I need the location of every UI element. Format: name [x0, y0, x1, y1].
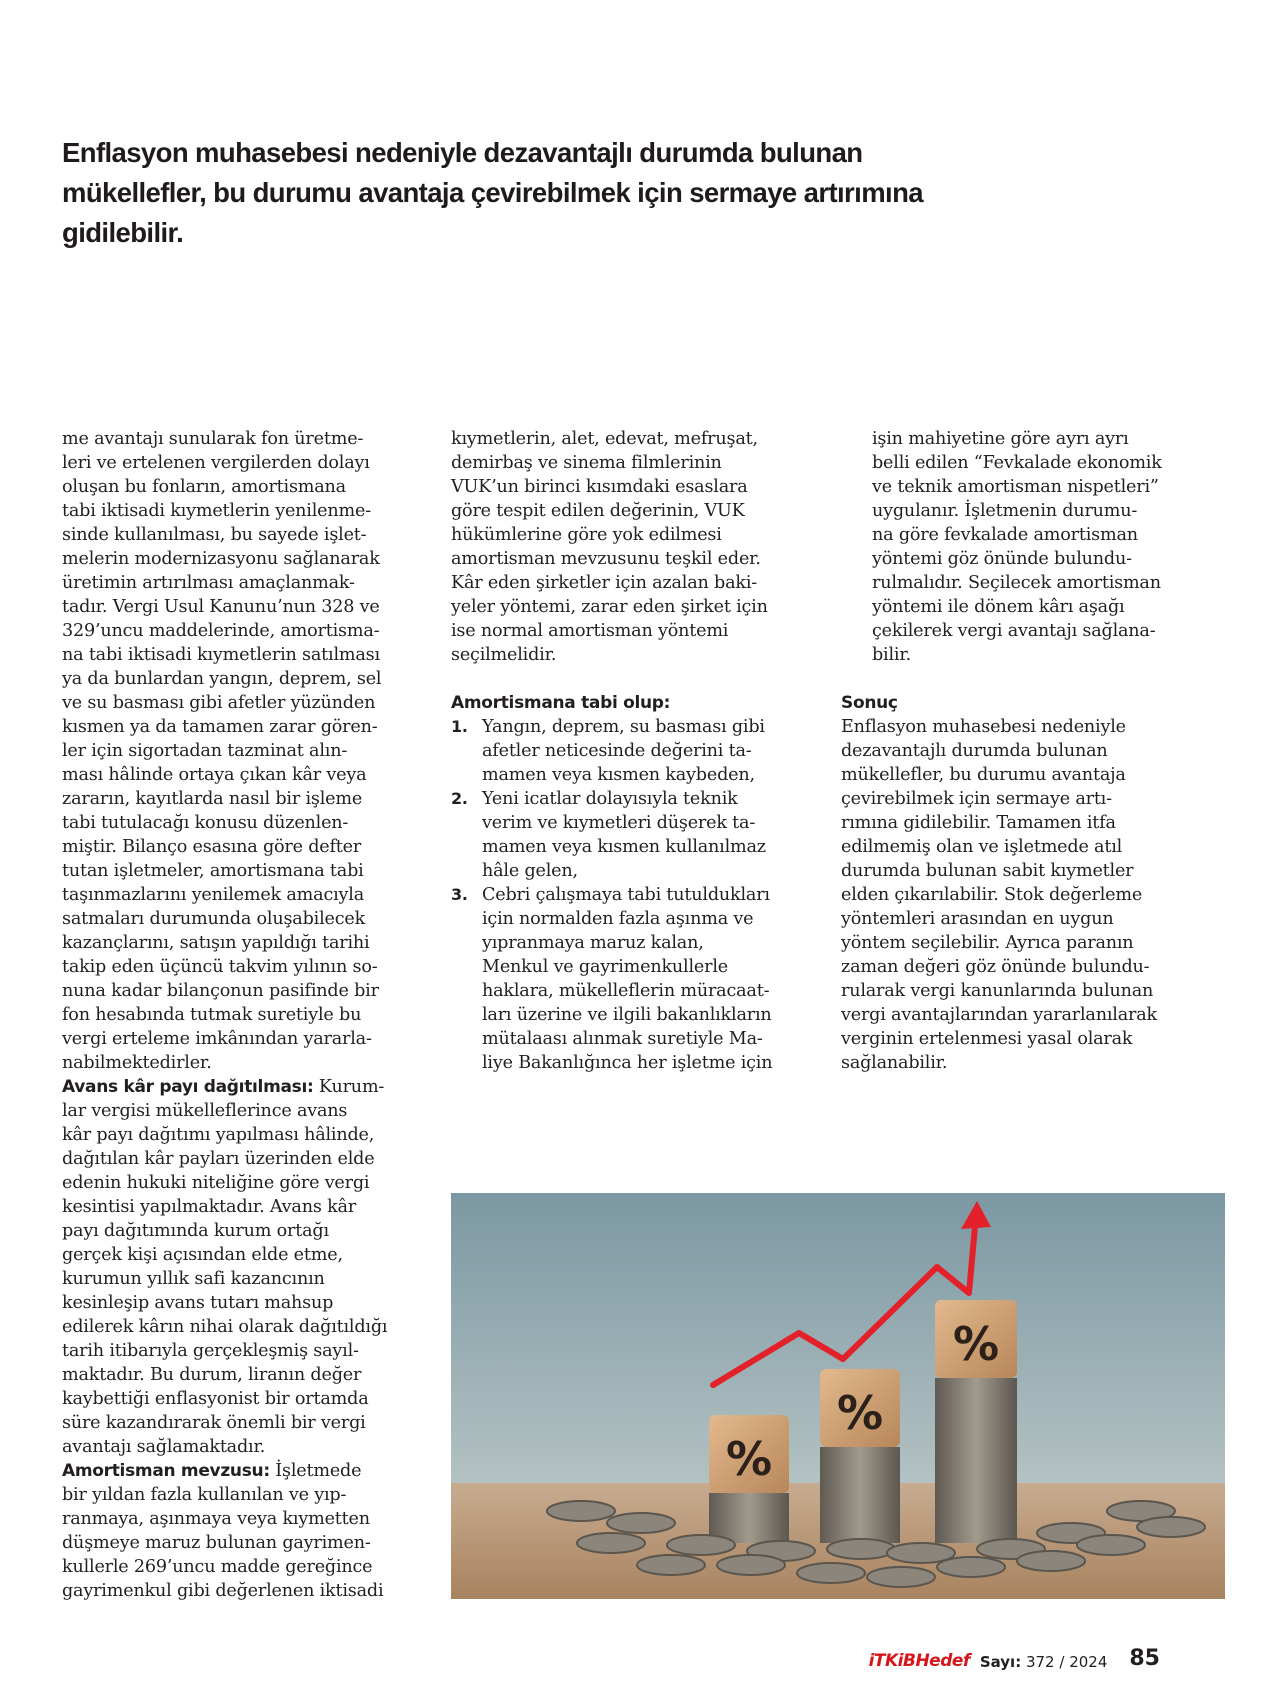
list-item	[451, 787, 796, 883]
page-number: 85	[1129, 1646, 1160, 1671]
coin	[1077, 1535, 1145, 1555]
text-line: dezavantajlı durumda bulunan	[841, 741, 1108, 761]
pull-quote	[62, 133, 923, 253]
text-line: taşınmazlarını yenilemek amacıyla	[62, 885, 364, 905]
coin-stack-3	[935, 1378, 1017, 1543]
text-line: vergi erteleme imkânından yararla-	[62, 1029, 372, 1049]
text-line: na tabi iktisadi kıymetlerin satılması	[62, 645, 380, 665]
text-line: Yangın, deprem, su basması gibi	[482, 717, 765, 737]
paragraph	[841, 427, 1186, 667]
issue-info	[980, 1653, 1108, 1671]
text-line: bilir.	[872, 645, 912, 665]
text-line: Yeni icatlar dolayısıyla teknik	[482, 789, 738, 809]
text-line: edilmemiş olan ve işletmede atıl	[841, 837, 1123, 857]
text-line: payı dağıtımında kurum ortağı	[62, 1221, 329, 1241]
text-line: için normalden fazla aşınma ve	[482, 909, 754, 929]
text-line: gayrimenkul gibi değerlenen iktisadi	[62, 1581, 384, 1601]
text-line: dağıtılan kâr payları üzerinden elde	[62, 1149, 375, 1169]
text-line: yıpranmaya maruz kalan,	[482, 933, 704, 953]
text-line: ları üzerine ve ilgili bakanlıkların	[482, 1005, 772, 1025]
text-line: fon hesabında tutmak suretiyle bu	[62, 1005, 362, 1025]
text: Kurum-	[313, 1077, 385, 1097]
list-number: 3.	[451, 885, 468, 904]
list-number: 1.	[451, 717, 468, 736]
coin-stack-1	[709, 1493, 789, 1543]
coin	[717, 1555, 785, 1575]
paragraph-sonuc	[841, 715, 1186, 1075]
text-line: kullerle 269’uncu madde gereğince	[62, 1557, 373, 1577]
column-3	[841, 427, 1186, 1075]
pull-quote-line: gidilebilir.	[62, 217, 184, 248]
text-line: hâle gelen,	[482, 861, 578, 881]
text-line: bir yıldan fazla kullanılan ve yıp-	[62, 1485, 347, 1505]
text-line: ve su basması gibi afetler yüzünden	[62, 693, 376, 713]
text-line: edilerek kârın nihai olarak dağıtıldığı	[62, 1317, 388, 1337]
cube-percent: %	[952, 1317, 1000, 1371]
paragraph	[451, 427, 796, 667]
text-line: tadır. Vergi Usul Kanunu’nun 328 ve	[62, 597, 380, 617]
text-line: rularak vergi kanunlarında bulunan	[841, 981, 1154, 1001]
text-line: yöntem seçilebilir. Ayrıca paranın	[841, 933, 1134, 953]
subheading-amortisman: Amortisman mevzusu:	[62, 1461, 270, 1481]
text-line: çekilerek vergi avantajı sağlana-	[872, 621, 1156, 641]
text-line: satmaları durumunda oluşabilecek	[62, 909, 366, 929]
text-line: maktadır. Bu durum, liranın değer	[62, 1365, 362, 1385]
text-line: ması hâlinde ortaya çıkan kâr veya	[62, 765, 367, 785]
text-line: na göre fevkalade amortisman	[872, 525, 1138, 545]
text-line: ler için sigortadan tazminat alın-	[62, 741, 348, 761]
text-line: VUK’un birinci kısımdaki esaslara	[451, 477, 748, 497]
text-line: kaybettiği enflasyonist bir ortamda	[62, 1389, 369, 1409]
text-line: rımına gidilebilir. Tamamen itfa	[841, 813, 1116, 833]
pull-quote-line: Enflasyon muhasebesi nedeniyle dezavantajlı durumda bulunan	[62, 137, 863, 168]
text-line: göre tespit edilen değerinin, VUK	[451, 501, 745, 521]
text-line: elden çıkarılabilir. Stok değerleme	[841, 885, 1143, 905]
text-line: işin mahiyetine göre ayrı ayrı	[872, 429, 1129, 449]
text-line: çevirebilmek için sermaye artı-	[841, 789, 1112, 809]
text-line: mütalaası alınmak suretiyle Ma-	[482, 1029, 763, 1049]
issue-label: Sayı:	[979, 1653, 1022, 1671]
coin	[547, 1501, 615, 1521]
percent-cube-2	[820, 1369, 900, 1447]
paragraph-avans	[62, 1075, 402, 1459]
percent-cube-1	[709, 1415, 789, 1493]
subheading-list: Amortismana tabi olup:	[451, 693, 671, 713]
text-line: yöntemleri arasından en uygun	[841, 909, 1114, 929]
numbered-list	[451, 715, 796, 1075]
text-line: zararın, kayıtlarda nasıl bir işleme	[62, 789, 363, 809]
paragraph-amortisman	[62, 1459, 402, 1603]
coin	[937, 1557, 1005, 1577]
text-line: kısmen ya da tamamen zarar gören-	[62, 717, 378, 737]
text-line: verginin ertelenmesi yasal olarak	[841, 1029, 1133, 1049]
text-line: seçilmelidir.	[451, 645, 557, 665]
text-line: Cebri çalışmaya tabi tutuldukları	[482, 885, 770, 905]
coin-stack-2	[820, 1447, 900, 1543]
text-line: afetler neticesinde değerini ta-	[482, 741, 752, 761]
subheading-sonuc: Sonuç	[841, 693, 898, 713]
text-line: yöntemi göz önünde bulundu-	[872, 549, 1132, 569]
text-line: verim ve kıymetleri düşerek ta-	[482, 813, 756, 833]
text-line: haklara, mükelleflerin müracaat-	[482, 981, 770, 1001]
text-line: amortisman mevzusunu teşkil eder.	[451, 549, 761, 569]
text-line: oluşan bu fonların, amortismana	[62, 477, 346, 497]
text-line: kesinleşip avans tutarı mahsup	[62, 1293, 334, 1313]
list-item	[451, 883, 796, 1075]
text-line: rulmalıdır. Seçilecek amortisman	[872, 573, 1161, 593]
photo-illustration	[451, 1193, 1225, 1599]
text-line: düşmeye maruz bulunan gayrimen-	[62, 1533, 371, 1553]
text-line: avantajı sağlamaktadır.	[62, 1437, 266, 1457]
text-line: yöntemi ile dönem kârı aşağı	[872, 597, 1125, 617]
page-footer	[869, 1639, 1160, 1671]
coin	[1137, 1517, 1205, 1537]
coin	[797, 1563, 865, 1583]
coin	[637, 1555, 705, 1575]
text-line: Menkul ve gayrimenkullerle	[482, 957, 728, 977]
issue-value: 372 / 2024	[1021, 1653, 1108, 1671]
text-line: tarih itibarıyla gerçekleşmiş sayıl-	[62, 1341, 359, 1361]
coin	[577, 1533, 645, 1553]
cube-percent: %	[836, 1386, 884, 1440]
text-line: kıymetlerin, alet, edevat, mefruşat,	[451, 429, 758, 449]
coin	[667, 1535, 735, 1555]
text-line: ise normal amortisman yöntemi	[451, 621, 729, 641]
list-number: 2.	[451, 789, 468, 808]
text-line: ya da bunlardan yangın, deprem, sel	[62, 669, 382, 689]
coin	[1017, 1551, 1085, 1571]
text-line: kurumun yıllık safi kazancının	[62, 1269, 325, 1289]
text-line: ve teknik amortisman nispetleri”	[872, 477, 1159, 497]
text-line: mamen veya kısmen kullanılmaz	[482, 837, 766, 857]
text-line: nuna kadar bilançonun pasifinde bir	[62, 981, 379, 1001]
text-line: durumda bulunan sabit kıymetler	[841, 861, 1134, 881]
text-line: liye Bakanlığınca her işletme için	[482, 1053, 773, 1073]
text-line: nabilmektedirler.	[62, 1053, 212, 1073]
text-line: takip eden üçüncü takvim yılının so-	[62, 957, 378, 977]
cube-percent: %	[725, 1432, 773, 1486]
text: İşletmede	[269, 1461, 362, 1481]
paragraph	[62, 427, 402, 1075]
text-line: vergi avantajlarından yararlanılarak	[841, 1005, 1157, 1025]
text-line: tabi iktisadi kıymetlerin yenilenme-	[62, 501, 371, 521]
text-line: mamen veya kısmen kaybeden,	[482, 765, 755, 785]
subheading-avans: Avans kâr payı dağıtılması:	[62, 1077, 314, 1097]
text-line: üretimin artırılması amaçlanmak-	[62, 573, 355, 593]
text-line: kâr payı dağıtımı yapılması hâlinde,	[62, 1125, 375, 1145]
coin	[607, 1513, 675, 1533]
column-2	[451, 427, 796, 1075]
text-line: uygulanır. İşletmenin durumu-	[872, 501, 1138, 521]
text-line: hükümlerine göre yok edilmesi	[451, 525, 722, 545]
column-1	[62, 427, 402, 1603]
text-line: tutan işletmeler, amortismana tabi	[62, 861, 364, 881]
text-line: edenin hukuki niteliğine göre vergi	[62, 1173, 370, 1193]
text-line: me avantajı sunularak fon üretme-	[62, 429, 364, 449]
text-line: demirbaş ve sinema filmlerinin	[451, 453, 722, 473]
text-line: süre kazandırarak önemli bir vergi	[62, 1413, 366, 1433]
text-line: Enflasyon muhasebesi nedeniyle	[841, 717, 1126, 737]
coin	[827, 1539, 895, 1559]
text-line: ranmaya, aşınmaya veya kıymetten	[62, 1509, 370, 1529]
text-line: Kâr eden şirketler için azalan baki-	[451, 573, 757, 593]
text-line: mükellefler, bu durumu avantaja	[841, 765, 1126, 785]
text-line: zaman değeri göz önünde bulundu-	[841, 957, 1150, 977]
text-line: kesintisi yapılmaktadır. Avans kâr	[62, 1197, 357, 1217]
text-line: miştir. Bilanço esasına göre defter	[62, 837, 362, 857]
text-line: melerin modernizasyonu sağlanarak	[62, 549, 380, 569]
text-line: tabi tutulacağı konusu düzenlen-	[62, 813, 349, 833]
magazine-logo: iTKiBHedef	[868, 1651, 970, 1671]
text-line: yeler yöntemi, zarar eden şirket için	[451, 597, 768, 617]
text-line: kazançlarını, satışın yapıldığı tarihi	[62, 933, 370, 953]
text-line: sağlanabilir.	[841, 1053, 948, 1073]
coin	[867, 1567, 935, 1587]
percent-cube-3	[935, 1300, 1017, 1378]
list-item	[451, 715, 796, 787]
pull-quote-line: mükellefler, bu durumu avantaja çevirebilmek için sermaye artırımına	[62, 177, 923, 208]
text-line: sinde kullanılması, bu sayede işlet-	[62, 525, 367, 545]
text-line: lar vergisi mükelleflerince avans	[62, 1101, 348, 1121]
text-line: leri ve ertelenen vergilerden dolayı	[62, 453, 370, 473]
text-line: 329’uncu maddelerinde, amortisma-	[62, 621, 380, 641]
text-line: gerçek kişi açısından elde etme,	[62, 1245, 343, 1265]
coins-growth-photo	[451, 1193, 1225, 1599]
text-line: belli edilen “Fevkalade ekonomik	[872, 453, 1162, 473]
